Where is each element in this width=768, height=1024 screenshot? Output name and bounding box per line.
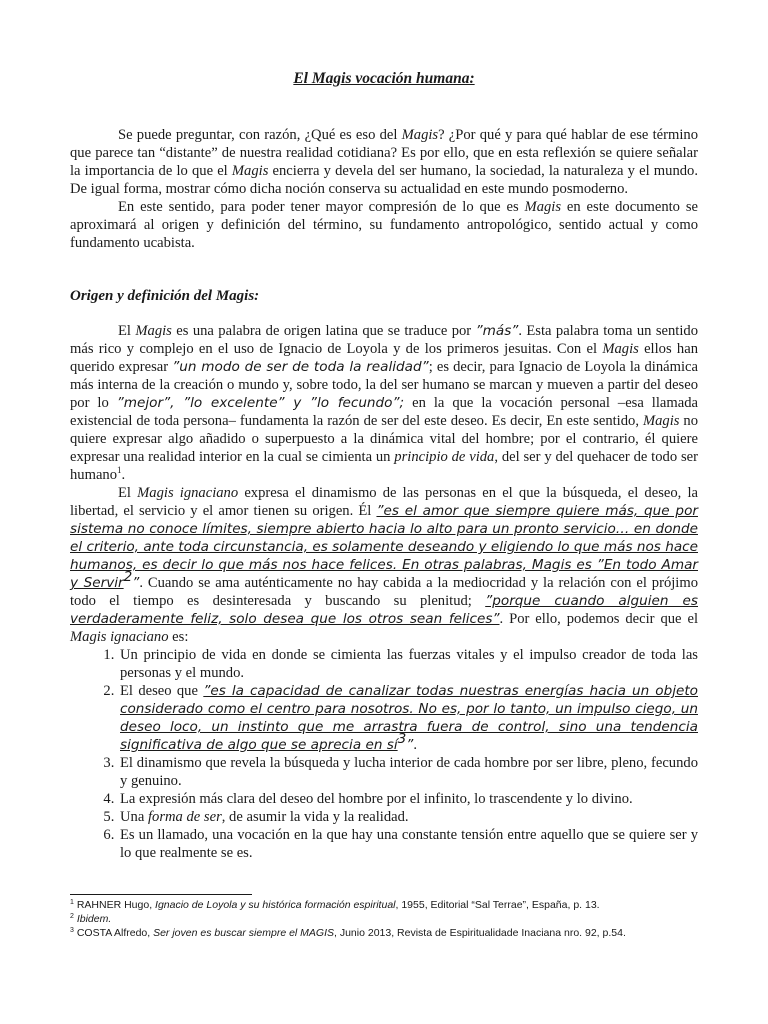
intro-paragraph-2 [70, 198, 698, 252]
footnote-3 [70, 926, 698, 940]
list-item-text: , de asumir la vida y la realidad. [221, 809, 409, 825]
list-item-text: Un principio de vida en donde se cimienta las fuerzas vitales y el impulso creador de toda las personas y el mundo. [120, 647, 698, 681]
text-run: en este documento se aproximará al origen y definición del término, su fundamento antropológico, sentido actual y como fundamento ucabista. [70, 199, 699, 251]
footnote-divider [70, 894, 252, 895]
quote-feliz: ”porque cuando alguien es verdaderamente feliz, solo desea que los otros sean felices” [70, 593, 698, 627]
footnote-sep: , [147, 927, 154, 939]
section-heading: Origen y definición del Magis: [70, 288, 260, 304]
term-magis: Magis [602, 341, 639, 357]
text-run: es: [168, 629, 189, 645]
footnotes [70, 898, 698, 940]
magis-list-block [70, 646, 698, 862]
footnote-number: 2 [70, 913, 74, 920]
list-item-text: . [413, 737, 417, 753]
text-run: . Cuando se ama auténticamente no hay cabida a la mediocridad y la relación con el prójimo todo el tiempo es desinteresada y buscando su plenitud; [70, 575, 699, 609]
text-run: ; es decir, para Ignacio de Loyola la dinámica más interna de la creación o mundo y, sobre todo, la del ser humano se marcan y mueven a partir del deseo por lo [70, 359, 698, 411]
list-item-text: El dinamismo que revela la búsqueda y lucha interior de cada hombre por ser libre, pleno, fecundo y genuino. [120, 755, 698, 789]
list-item-text: El deseo que [120, 683, 204, 699]
origin-paragraph-2 [70, 484, 698, 646]
term-magis: Magis [231, 163, 269, 179]
footnote-author: COSTA Alfredo [76, 927, 148, 939]
text-run: ellos han querido expresar [70, 341, 698, 375]
text-run: expresa el dinamismo de las personas en el que la búsqueda, el deseo, la libertad, el servicio y el amor tienen su origen. Él [70, 485, 698, 519]
term-magis-ignaciano: Magis ignaciano [137, 485, 239, 501]
footnote-sep: , [149, 899, 156, 911]
term-magis: Magis [401, 127, 439, 143]
footnote-work: Ibidem. [76, 913, 112, 925]
list-item [118, 826, 698, 862]
text-run: El [118, 323, 136, 339]
text-run: . Esta palabra toma un sentido más rico y complejo en el uso de Ignacio de Loyola y de los primeros jesuitas. Con el [70, 323, 698, 357]
footnote-author: RAHNER Hugo [76, 899, 150, 911]
quote-mejor: ”mejor”, ”lo excelente” y ”lo fecundo”; [116, 395, 405, 411]
magis-list [70, 646, 698, 862]
list-item [118, 682, 698, 754]
quote-deseo: ”es la capacidad de canalizar todas nuestras energías hacia un objeto considerado como el centro para nosotros. No es, por lo tanto, un impulso ciego, un deseo loco, un instinto que me arrastra fuera de control, sino una tendencia significativa de algo que se aprecia en sí [120, 683, 698, 753]
text-run: Se puede preguntar, con razón, ¿Qué es eso del [118, 127, 402, 143]
list-item [118, 808, 698, 826]
text-run: En este sentido, para poder tener mayor compresión de lo que es [118, 199, 525, 215]
quote-close: ” [406, 737, 414, 753]
list-item [118, 790, 698, 808]
footnote-work: Ser joven es buscar siempre el MAGIS [153, 927, 334, 939]
footnote-2 [70, 912, 698, 926]
footnote-details: , 1955, Editorial “Sal Terrae”, España, p. 13. [395, 899, 600, 911]
list-item [118, 646, 698, 682]
text-run: El [118, 485, 138, 501]
origin-paragraph-1 [70, 322, 698, 484]
footnote-1 [70, 898, 698, 912]
quote-modo-de-ser: ”un modo de ser de toda la realidad” [172, 359, 429, 375]
section-heading-block [70, 288, 698, 305]
footnote-ref-1[interactable]: 1 [117, 465, 122, 475]
term-magis: Magis [524, 199, 562, 215]
term-magis: Magis [642, 413, 680, 429]
text-run: . [121, 467, 126, 483]
footnote-number: 3 [70, 927, 74, 934]
text-run: . Por ello, podemos decir que el [499, 611, 698, 627]
quote-close: ” [132, 575, 140, 591]
list-item [118, 754, 698, 790]
footnote-ref-3[interactable]: 3 [397, 731, 407, 747]
quote-amor: ”es el amor que siempre quiere más, que por sistema no conoce límites, siempre abierto hacia lo alto para un pronto servicio… en donde el criterio, ante toda circunstancia, es solamente deseando y eligiendo lo que más nos hace humanos, es decir lo que más nos hace felices. En otras palabras, Magis es ”En todo Amar y Servir [70, 503, 698, 591]
intro-section [70, 126, 698, 252]
footnote-number: 1 [70, 899, 74, 906]
term-forma-de-ser: forma de ser [147, 809, 222, 825]
text-run: no quiere expresar algo añadido o superpuesto a la dinámica vital del hombre; por el contrario, él quiere expresar una realidad interior en la cual se cimienta un [70, 413, 698, 465]
text-run: es una palabra de origen latina que se traduce por [171, 323, 476, 339]
text-run: , del ser y del quehacer de todo ser humano [70, 449, 698, 483]
quote-mas: ”más” [475, 323, 519, 339]
text-run: ? ¿Por qué y para qué hablar de ese término que parece tan “distante” de nuestra realidad cotidiana? Es por ello, que en esta reflexión se quiere señalar la importancia de lo que el [70, 127, 698, 179]
list-item-text: La expresión más clara del deseo del hombre por el infinito, lo trascendente y lo divino. [120, 791, 633, 807]
term-magis: Magis [135, 323, 172, 339]
term-principio-de-vida: principio de vida [394, 449, 495, 465]
intro-paragraph-1 [70, 126, 698, 198]
document-title: El Magis vocación humana: [293, 70, 475, 87]
list-item-text: Es un llamado, una vocación en la que hay una constante tensión entre aquello que se quiere ser y lo que realmente se es. [120, 827, 698, 861]
list-item-text: Una [120, 809, 148, 825]
text-run: encierra y devela del ser humano, la sociedad, la naturaleza y el mundo. De igual forma, mostrar cómo dicha noción conserva su actualidad en este mundo posmoderno. [70, 163, 698, 197]
term-magis-ignaciano: Magis ignaciano [70, 629, 169, 645]
footnote-ref-2[interactable]: 2 [123, 569, 133, 585]
origin-section [70, 322, 698, 646]
footnote-work: Ignacio de Loyola y su histórica formación espiritual [155, 899, 396, 911]
footnote-details: , Junio 2013, Revista de Espiritualidade Inaciana nro. 92, p.54. [334, 927, 626, 939]
text-run: en la que la vocación personal –esa llamada existencial de toda persona– fundamenta la razón de ser del este deseo. Es decir, En este sentido, [70, 395, 698, 429]
